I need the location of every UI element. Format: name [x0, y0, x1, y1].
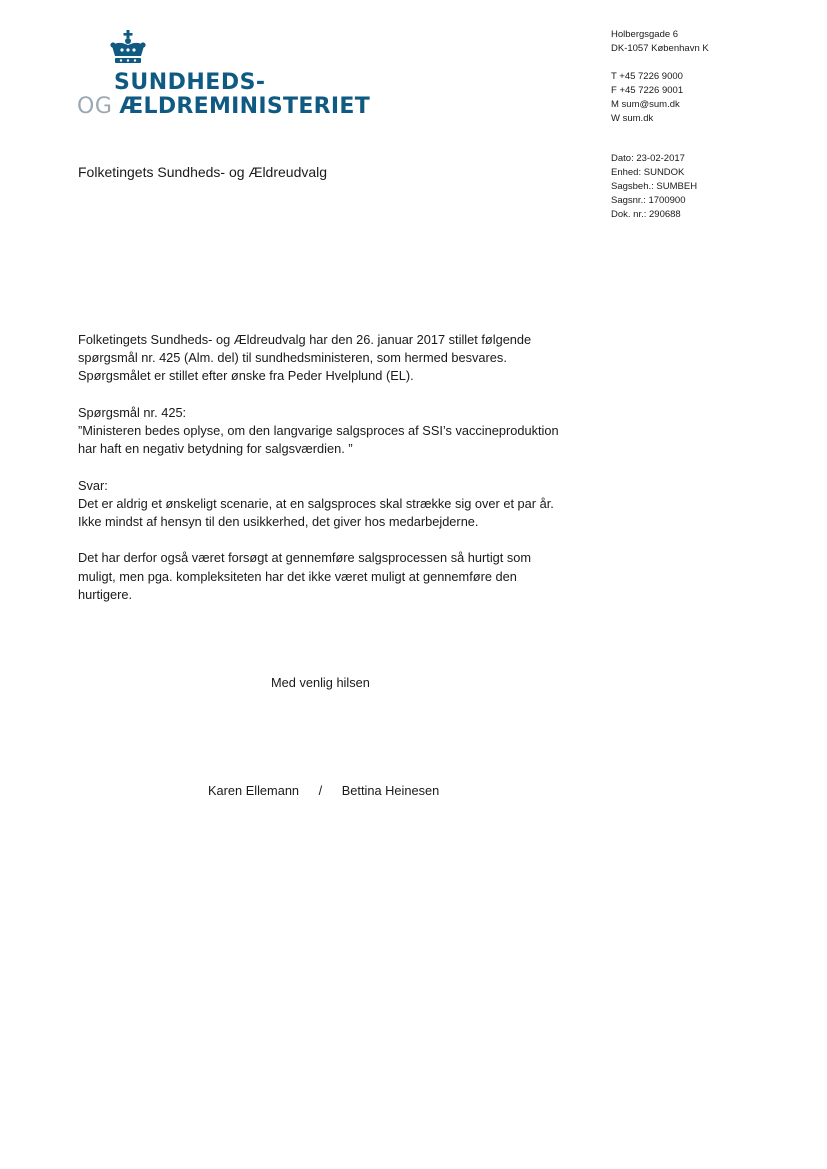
question-paragraph — [78, 404, 578, 459]
logo-prefix: OG — [77, 94, 113, 119]
meta-unit: Enhed: SUNDOK — [611, 167, 685, 178]
intro-paragraph — [78, 331, 578, 386]
fax: F +45 7226 9001 — [611, 85, 684, 96]
greeting: Med venlig hilsen — [271, 675, 370, 690]
recipient: Folketingets Sundheds- og Ældreudvalg — [78, 164, 328, 180]
text-line: Folketingets Sundheds- og Ældreudvalg har den 26. januar 2017 stillet følgende — [78, 332, 532, 347]
text-line: ”Ministeren bedes oplyse, om den langvarige salgsproces af SSI’s vaccineproduktion — [78, 423, 559, 438]
text-line: hurtigere. — [78, 586, 133, 602]
logo-text-line2 — [77, 94, 370, 119]
signer-name-1: Karen Ellemann — [208, 783, 300, 798]
text-line: har haft en negativ betydning for salgsværdien. ” — [78, 441, 353, 457]
phone: T +45 7226 9000 — [611, 71, 683, 82]
signature-separator: / — [318, 783, 323, 798]
text-line: Ikke mindst af hensyn til den usikkerhed, det giver hos medarbejderne. — [78, 514, 479, 529]
logo-main-text: ÆLDREMINISTERIET — [119, 94, 371, 119]
letter-body — [78, 331, 578, 622]
address-line1: Holbergsgade 6 — [611, 29, 679, 40]
text-line: Det har derfor også været forsøgt at gennemføre salgsprocessen så hurtigt som — [78, 550, 532, 566]
signer-name-2: Bettina Heinesen — [341, 783, 440, 798]
signature-line — [208, 783, 439, 798]
meta-doc-no: Dok. nr.: 290688 — [611, 209, 681, 220]
logo-text-line1: SUNDHEDS- — [114, 70, 266, 95]
contact-block — [611, 28, 709, 126]
answer-heading: Svar: — [78, 477, 108, 493]
crown-icon — [108, 30, 148, 68]
text-line: muligt, men pga. kompleksiteten har det ikke været muligt at gennemføre den — [78, 568, 517, 584]
web: W sum.dk — [611, 113, 654, 124]
document-meta — [611, 152, 697, 222]
question-heading: Spørgsmål nr. 425: — [78, 404, 187, 420]
text-line: Spørgsmålet er stillet efter ønske fra Peder Hvelplund (EL). — [78, 368, 414, 384]
meta-handler: Sagsbeh.: SUMBEH — [611, 181, 698, 192]
meta-date: Dato: 23-02-2017 — [611, 153, 685, 164]
meta-case-no: Sagsnr.: 1700900 — [611, 195, 686, 206]
text-line: spørgsmål nr. 425 (Alm. del) til sundhedsministeren, som hermed besvares. — [78, 350, 507, 366]
text-line: Det er aldrig et ønskeligt scenarie, at en salgsproces skal strække sig over et par år. — [78, 495, 554, 511]
address-line2: DK-1057 København K — [611, 43, 709, 54]
email: M sum@sum.dk — [611, 99, 680, 110]
closing-paragraph — [78, 549, 578, 604]
ministry-logo — [77, 30, 371, 122]
answer-paragraph — [78, 477, 578, 532]
